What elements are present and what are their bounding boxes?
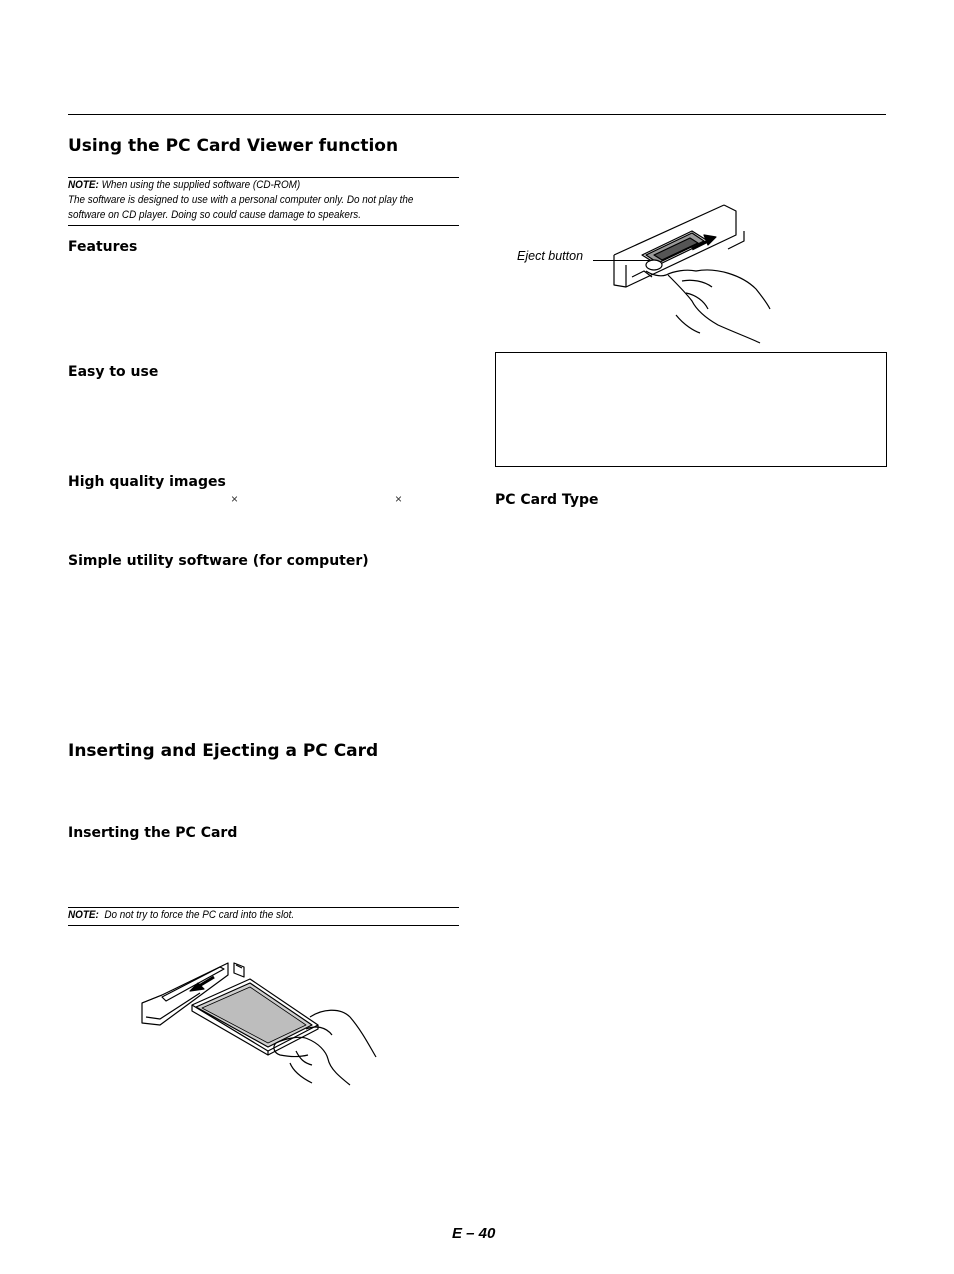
note1-line2: The software is designed to use with a personal computer only. Do not play the	[68, 194, 414, 206]
subheading-simple-utility: Simple utility software (for computer)	[68, 553, 369, 569]
multiply-symbol-1: ×	[231, 492, 239, 506]
info-box	[495, 352, 887, 467]
note2	[68, 908, 437, 923]
note1	[68, 178, 437, 223]
note2-bottom-rule	[68, 925, 459, 926]
subheading-features: Features	[68, 239, 138, 255]
eject-button-callout: Eject button	[517, 249, 584, 263]
subheading-inserting-card: Inserting the PC Card	[68, 825, 238, 841]
note1-label: NOTE:	[68, 179, 99, 191]
multiply-symbol-2: ×	[395, 492, 403, 506]
insert-card-illustration	[140, 955, 380, 1090]
note2-label: NOTE:	[68, 909, 99, 921]
note1-line3: software on CD player. Doing so could cause damage to speakers.	[68, 209, 361, 221]
subheading-easy-to-use: Easy to use	[68, 364, 159, 380]
note2-text: Do not try to force the PC card into the slot.	[104, 909, 295, 921]
section-title-pc-card-viewer: Using the PC Card Viewer function	[68, 136, 399, 156]
eject-callout-line	[593, 260, 651, 261]
note1-line1: When using the supplied software (CD-ROM)	[101, 179, 301, 191]
note1-bottom-rule	[68, 225, 459, 226]
subheading-pc-card-type: PC Card Type	[495, 492, 599, 508]
top-rule	[68, 114, 886, 115]
subheading-high-quality-images: High quality images	[68, 474, 226, 490]
section-title-inserting-ejecting: Inserting and Ejecting a PC Card	[68, 741, 379, 761]
eject-card-illustration	[596, 205, 786, 345]
page-number: E – 40	[452, 1225, 496, 1242]
